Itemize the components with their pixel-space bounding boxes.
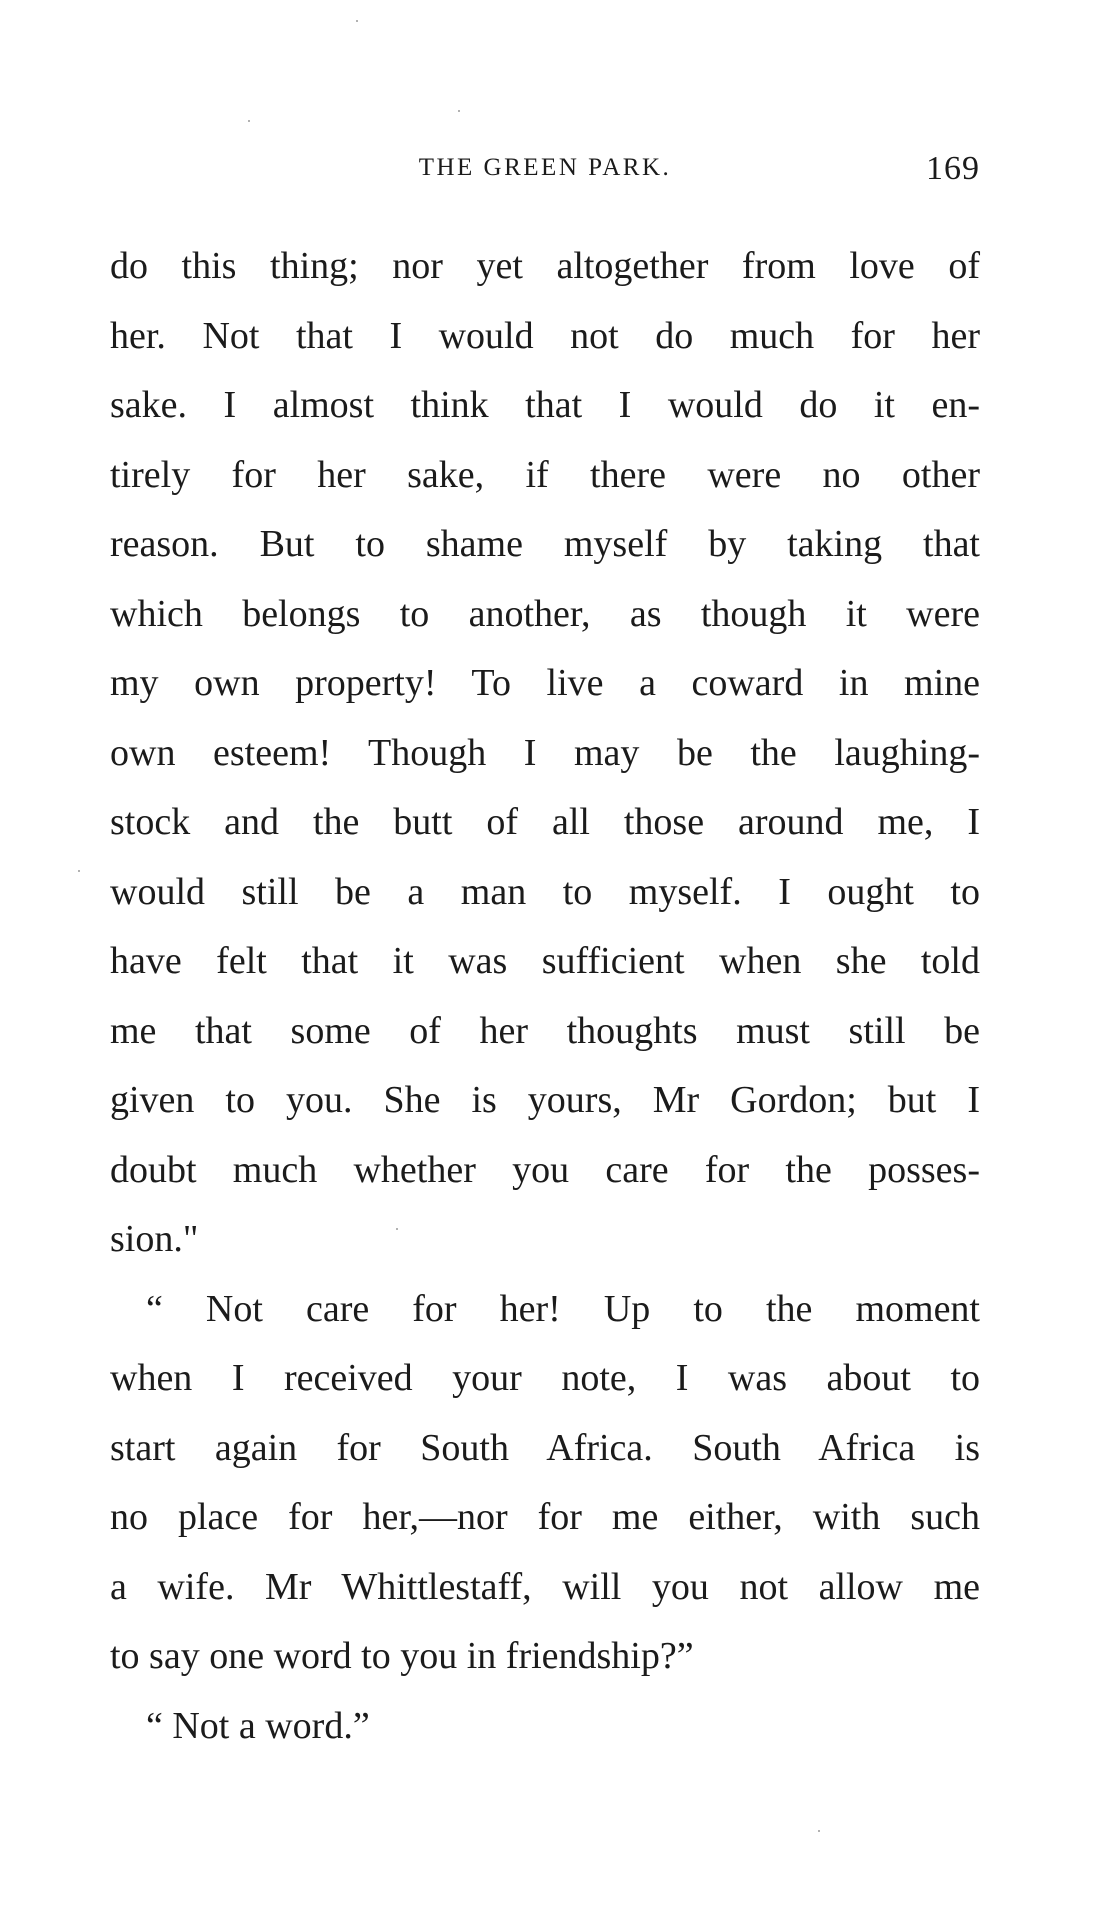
- text-line: “ Not a word.”: [146, 1704, 370, 1747]
- text-line: no place for her,—nor for me either, with such: [110, 1496, 980, 1538]
- page-number: 169: [926, 150, 980, 187]
- paper-speck: [78, 870, 80, 872]
- text-line: when I received your note, I was about to: [110, 1357, 980, 1399]
- body-text: [110, 232, 980, 1761]
- text-line: my own property! To live a coward in mine: [110, 662, 980, 704]
- text-line: to say one word to you in friendship?”: [110, 1635, 694, 1677]
- text-line: sion.": [110, 1218, 199, 1260]
- text-line: her. Not that I would not do much for her: [110, 314, 980, 357]
- paper-speck: [458, 110, 460, 112]
- text-line: a wife. Mr Whittlestaff, will you not allow me: [110, 1565, 980, 1608]
- paper-speck: [248, 120, 250, 122]
- text-line: reason. But to shame myself by taking that: [110, 523, 980, 565]
- text-line: would still be a man to myself. I ought to: [110, 870, 980, 913]
- text-line: start again for South Africa. South Africa is: [110, 1426, 980, 1469]
- text-line: have felt that it was sufficient when she told: [110, 940, 980, 982]
- paper-speck: [818, 1830, 820, 1832]
- text-line: doubt much whether you care for the posses-: [110, 1148, 980, 1191]
- paper-speck: [356, 20, 358, 22]
- text-line: “ Not care for her! Up to the moment: [146, 1287, 980, 1330]
- text-line: me that some of her thoughts must still be: [110, 1009, 980, 1052]
- text-line: given to you. She is yours, Mr Gordon; but I: [110, 1079, 980, 1121]
- text-line: stock and the butt of all those around me, I: [110, 801, 980, 843]
- text-line: tirely for her sake, if there were no other: [110, 453, 980, 496]
- text-line: do this thing; nor yet altogether from love of: [110, 245, 980, 287]
- text-line: which belongs to another, as though it were: [110, 592, 980, 635]
- text-line: sake. I almost think that I would do it en-: [110, 384, 980, 426]
- running-head: [110, 150, 980, 190]
- text-line: own esteem! Though I may be the laughing-: [110, 731, 980, 774]
- running-title: THE GREEN PARK.: [418, 154, 672, 181]
